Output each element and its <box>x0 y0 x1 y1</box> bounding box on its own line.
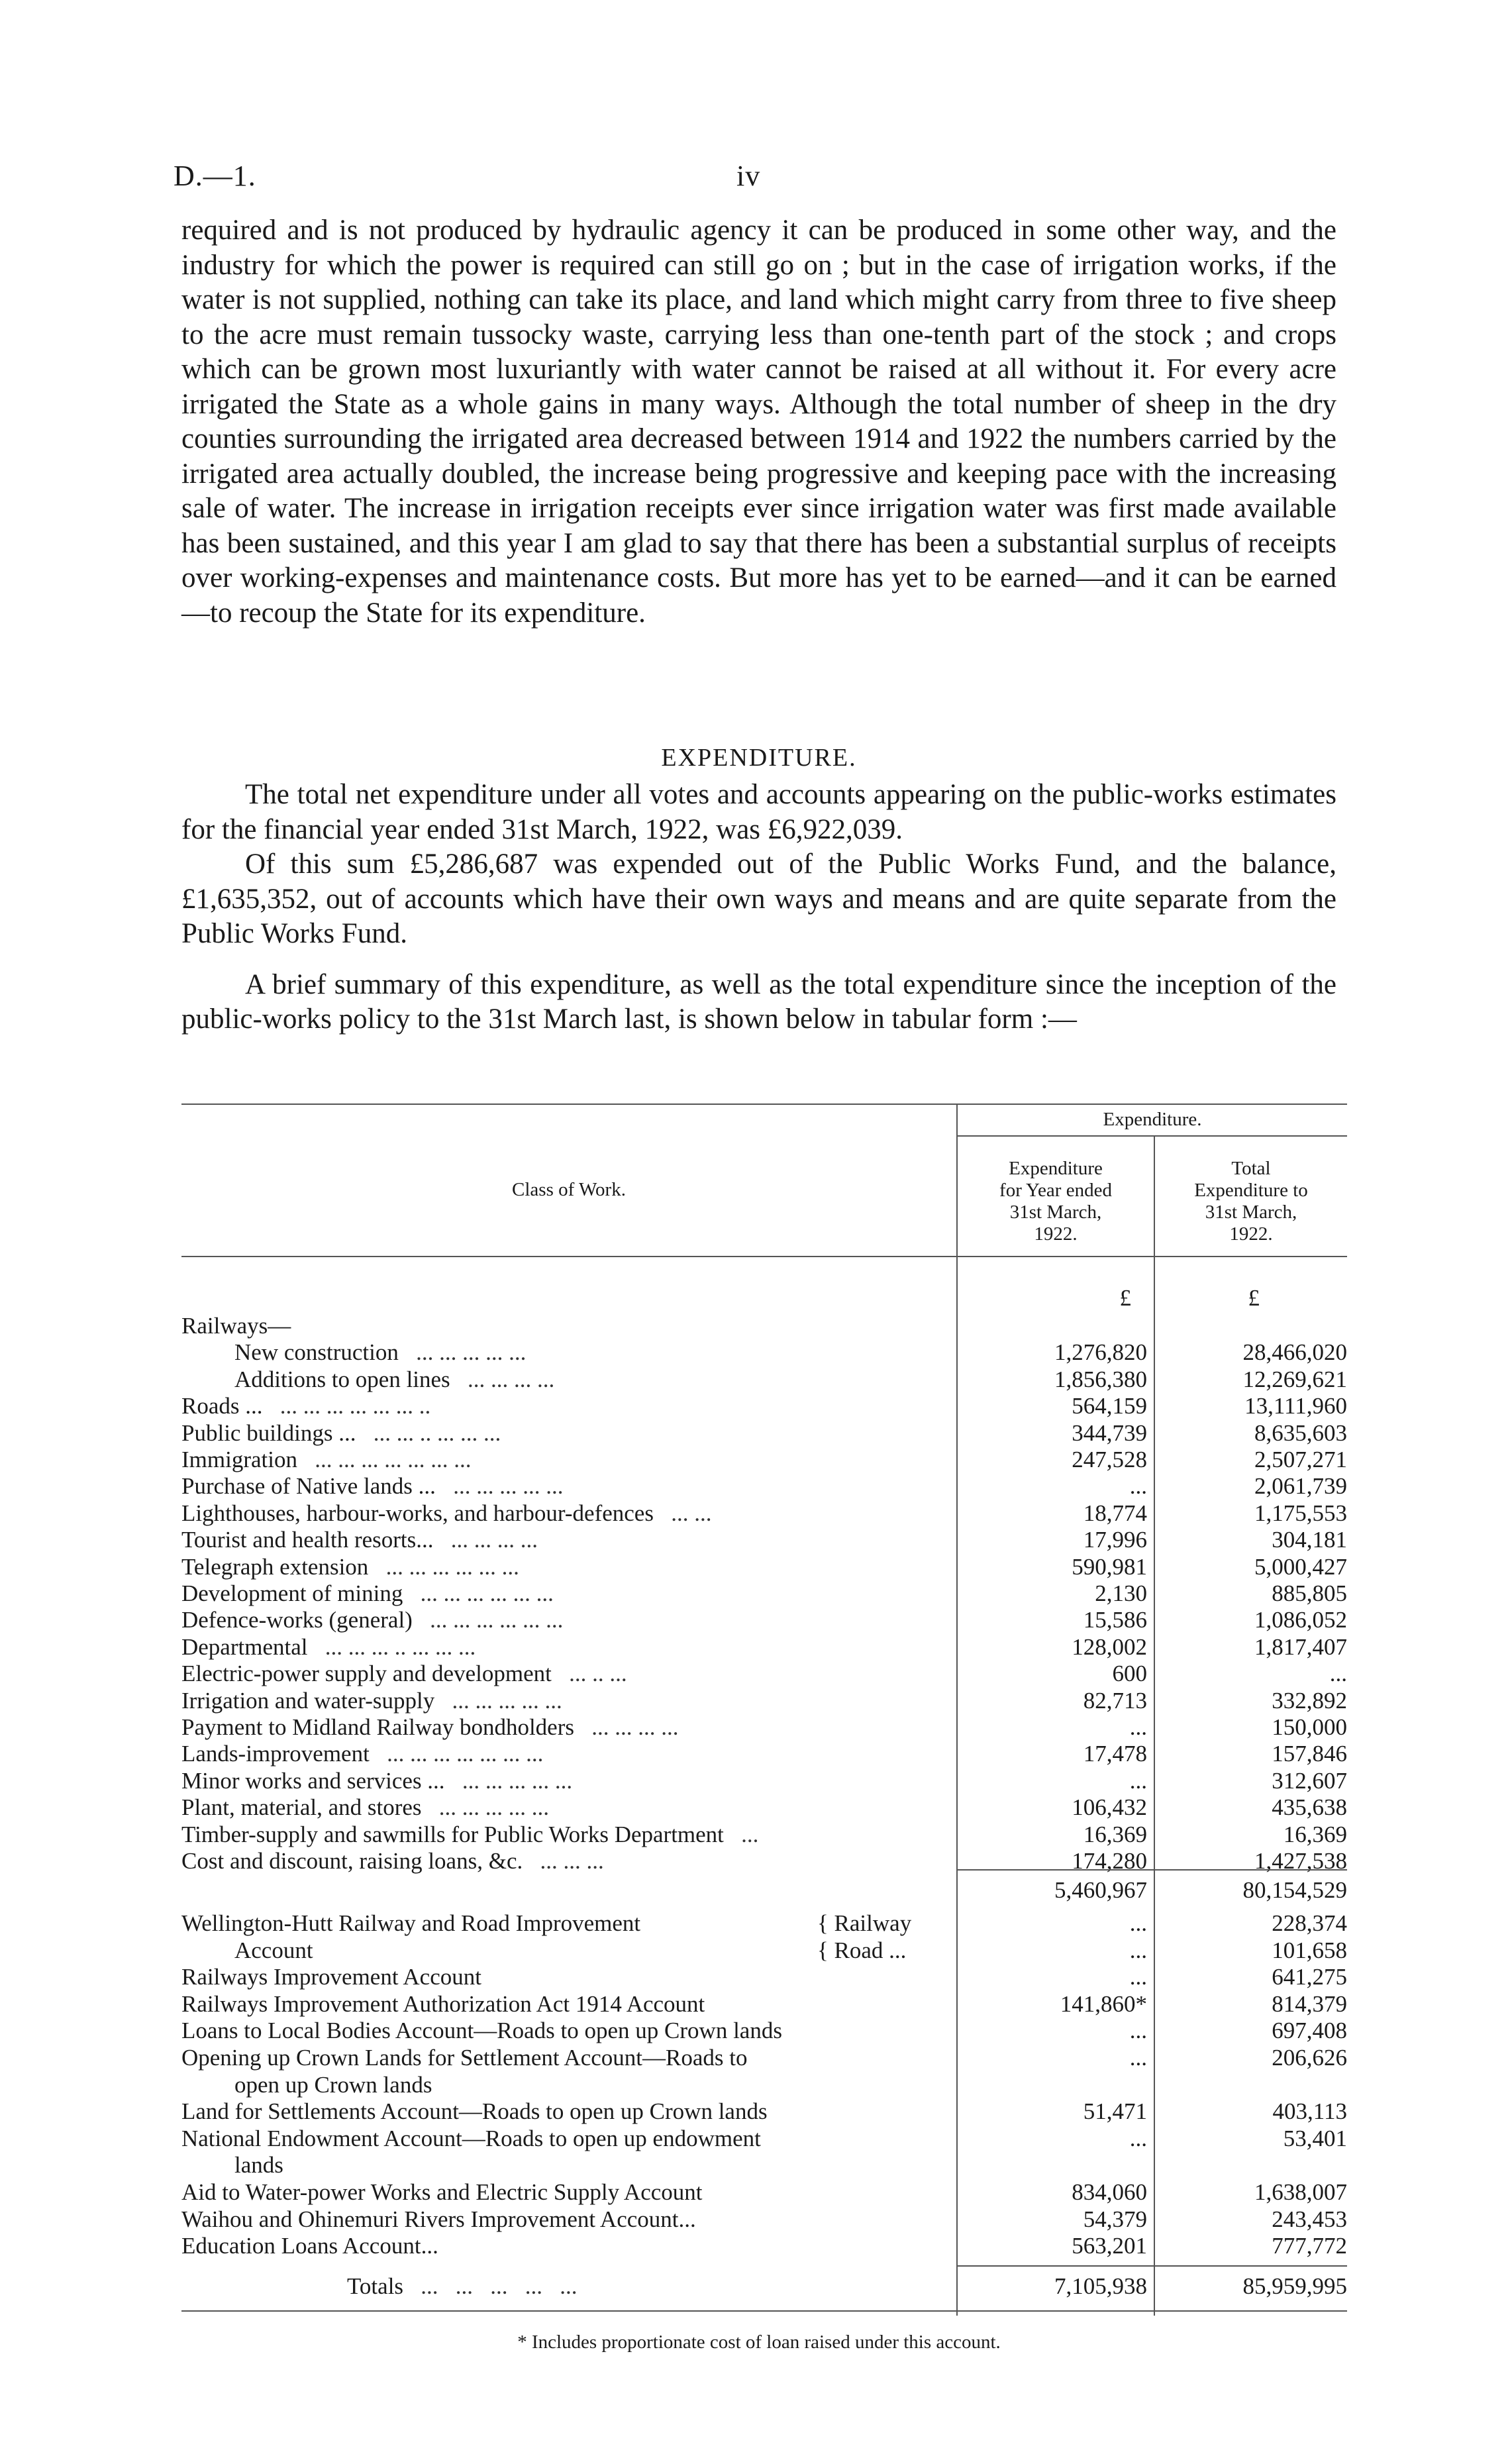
row-label <box>181 1848 936 1874</box>
sub-label: { Road ... <box>817 1937 907 1963</box>
row-label-text: Plant, material, and stores <box>181 1794 422 1821</box>
table-top-rule <box>181 1104 1347 1105</box>
row-label <box>181 1580 936 1607</box>
total-value: 243,453 <box>1272 2206 1347 2232</box>
leader-dots: ... ... ... ... ... <box>435 1473 564 1500</box>
table-row <box>181 1661 1347 1687</box>
totals-row <box>181 2273 1347 2300</box>
total-value: 13,111,960 <box>1244 1393 1347 1419</box>
para-expenditure-split: Of this sum £5,286,687 was expended out of the Public Works Fund, and the balance, £1,635,352, out of accounts which have their own ways and means and are quite separate from the Public Works Fund. <box>181 848 1336 949</box>
row-label-text: Railways Improvement Authorization Act 1914 Account <box>181 1990 705 2017</box>
row-label-text: lands <box>234 2152 283 2179</box>
total-value: 885,805 <box>1272 1580 1347 1606</box>
leader-dots: ... .. ... <box>551 1661 627 1687</box>
row-label-text: Waihou and Ohinemuri Rivers Improvement Account... <box>181 2206 696 2232</box>
leader-dots: ... ... ... ... ... ... <box>368 1553 519 1580</box>
total-value: 16,369 <box>1283 1821 1347 1847</box>
row-label <box>181 1688 936 1714</box>
table-row <box>181 1794 1347 1821</box>
table-row <box>181 2072 1347 2098</box>
leader-dots: ... ... ... .. ... ... ... <box>307 1633 476 1660</box>
row-label <box>181 1714 936 1741</box>
total-value: 1,086,052 <box>1254 1607 1347 1633</box>
col1-header-line: 31st March, <box>1009 1202 1102 1223</box>
row-label <box>181 2233 936 2259</box>
table-row <box>181 1473 1347 1500</box>
leader-dots: ... ... ... ... ... <box>434 1687 562 1714</box>
leader-dots: ... ... <box>653 1500 712 1526</box>
page-reference: D.—1. <box>174 160 256 192</box>
table-bottom-rule <box>181 2310 1347 2312</box>
footnote: * Includes proportionate cost of loan raised under this account. <box>517 2332 1001 2353</box>
row-label <box>181 2206 936 2233</box>
row-label-text: Account <box>234 1937 313 1963</box>
row-label-text: Payment to Midland Railway bondholders <box>181 1714 574 1740</box>
row-label-text: Defence-works (general) <box>181 1607 413 1633</box>
subtotal-rule <box>958 1869 1347 1871</box>
row-label-text: Development of mining <box>181 1580 403 1606</box>
row-label-text: New construction <box>234 1339 399 1366</box>
year-value: 1,856,380 <box>1054 1366 1147 1392</box>
table-row <box>181 1822 1347 1848</box>
year-value: 51,471 <box>1083 2098 1147 2125</box>
year-value: 174,280 <box>1072 1848 1147 1874</box>
expenditure-table <box>181 1094 1347 2373</box>
table-row <box>181 1554 1347 1580</box>
year-value: 600 <box>1112 1661 1147 1687</box>
row-label-text: Electric-power supply and development <box>181 1661 552 1687</box>
total-value: 228,374 <box>1272 1910 1347 1936</box>
expenditure-group-header: Expenditure. <box>1103 1109 1202 1130</box>
total-value: 12,269,621 <box>1242 1366 1347 1392</box>
col2-header-line: 31st March, <box>1205 1202 1297 1223</box>
row-label-text: Public buildings ... <box>181 1419 356 1446</box>
total-value: 206,626 <box>1272 2045 1347 2071</box>
year-value: ... <box>1129 1964 1147 1990</box>
total-value: ... <box>1329 1661 1347 1687</box>
row-label-text: Land for Settlements Account—Roads to open up Crown lands <box>181 2098 768 2125</box>
year-value: 834,060 <box>1072 2179 1147 2205</box>
totals-year: 7,105,938 <box>1054 2273 1147 2299</box>
year-value: 1,276,820 <box>1054 1339 1147 1366</box>
total-value: 157,846 <box>1272 1741 1347 1767</box>
intro-paragraph <box>181 213 1336 631</box>
row-label <box>234 2072 936 2098</box>
leader-dots: ... ... ... <box>523 1848 604 1874</box>
col1-header-line: for Year ended <box>999 1180 1112 1201</box>
row-label <box>181 1554 936 1580</box>
row-label <box>181 2126 936 2152</box>
year-value: ... <box>1129 2125 1147 2151</box>
row-label <box>181 1991 936 2018</box>
year-value: 141,860* <box>1060 1990 1147 2017</box>
table-row <box>181 2018 1347 2044</box>
row-label-text: National Endowment Account—Roads to open up endowment <box>181 2125 761 2151</box>
table-row <box>181 2126 1347 2152</box>
year-value: 563,201 <box>1072 2233 1147 2259</box>
col2-header-line: Expenditure to <box>1194 1180 1308 1201</box>
total-value: 1,638,007 <box>1254 2179 1347 2205</box>
year-value: 17,478 <box>1083 1741 1147 1767</box>
row-label-text: Additions to open lines <box>234 1366 450 1392</box>
para-total-expenditure: The total net expenditure under all votes and accounts appearing on the public-works estimates for the financial year ended 31st March, 1922, was £6,922,039. <box>181 779 1336 845</box>
year-value: ... <box>1129 2018 1147 2044</box>
section-heading: EXPENDITURE. <box>661 744 857 772</box>
year-value: 564,159 <box>1072 1393 1147 1419</box>
row-label <box>181 1393 936 1419</box>
totals-label-text: Totals <box>347 2273 404 2299</box>
total-value: 28,466,020 <box>1242 1339 1347 1366</box>
row-label <box>181 1313 936 1339</box>
total-value: 312,607 <box>1272 1767 1347 1794</box>
leader-dots: ... ... ... ... ... ... ... <box>297 1447 472 1472</box>
row-label-text: Opening up Crown Lands for Settlement Account—Roads to <box>181 2045 748 2071</box>
row-label <box>181 2179 936 2206</box>
col1-header-line: Expenditure <box>1009 1158 1103 1179</box>
leader-dots: ... ... ... ... ... <box>421 1794 550 1821</box>
year-value: 82,713 <box>1083 1687 1147 1714</box>
row-label-text: Telegraph extension <box>181 1553 369 1580</box>
year-value: 16,369 <box>1083 1821 1147 1847</box>
row-label-text: Purchase of Native lands ... <box>181 1473 436 1500</box>
year-value: ... <box>1129 1473 1147 1500</box>
row-label-text: Cost and discount, raising loans, &c. <box>181 1848 523 1874</box>
total-value: 2,507,271 <box>1254 1447 1347 1472</box>
year-value: 54,379 <box>1083 2206 1147 2232</box>
para-summary-intro: A brief summary of this expenditure, as well as the total expenditure since the inception of the public-works policy to the 31st March last, is shown below in tabular form :— <box>181 968 1336 1035</box>
expenditure-paragraphs <box>181 778 1336 1037</box>
row-label-text: Irrigation and water-supply <box>181 1687 435 1714</box>
leader-dots: ... ... ... ... ... <box>444 1767 573 1794</box>
year-value: ... <box>1129 2045 1147 2071</box>
table-row <box>181 2179 1347 2206</box>
row-label <box>181 2018 936 2044</box>
row-label <box>181 1420 936 1447</box>
total-value: 53,401 <box>1283 2125 1347 2151</box>
table-row <box>181 2152 1347 2179</box>
row-label-text: Aid to Water-power Works and Electric Supply Account <box>181 2179 703 2205</box>
total-value: 5,000,427 <box>1254 1553 1347 1580</box>
subtotal-total: 80,154,529 <box>1242 1877 1347 1903</box>
row-label <box>234 1339 936 1366</box>
row-label <box>181 1768 936 1794</box>
table-row <box>181 1500 1347 1527</box>
table-row <box>181 1420 1347 1447</box>
total-expenditure-header <box>1155 1158 1347 1245</box>
table-row <box>181 1580 1347 1607</box>
table-row <box>181 1910 1347 1937</box>
row-label-text: Loans to Local Bodies Account—Roads to open up Crown lands <box>181 2018 782 2044</box>
total-value: 777,772 <box>1272 2233 1347 2259</box>
row-label-text: Education Loans Account... <box>181 2233 438 2259</box>
row-label <box>181 1473 936 1500</box>
total-value: 304,181 <box>1272 1527 1347 1553</box>
year-expenditure-header <box>958 1158 1154 1245</box>
table-row <box>181 1634 1347 1661</box>
row-label-text: Railways— <box>181 1313 291 1339</box>
col1-header-line: 1922. <box>1034 1223 1078 1245</box>
leader-dots: ... ... ... ... ... <box>398 1339 527 1366</box>
leader-dots: ... ... ... ... ... ... .. <box>262 1393 431 1419</box>
total-value: 641,275 <box>1272 1964 1347 1990</box>
table-row <box>181 1964 1347 1990</box>
row-label <box>234 2152 936 2179</box>
total-value: 332,892 <box>1272 1687 1347 1714</box>
row-label <box>181 1741 936 1767</box>
col2-header-line: 1922. <box>1229 1223 1273 1245</box>
row-label <box>181 1634 936 1661</box>
totals-label: Totals ... ... ... ... ... <box>347 2273 578 2299</box>
row-label-text: Railways Improvement Account <box>181 1964 481 1990</box>
page-number: iv <box>736 160 761 192</box>
row-label-text: Tourist and health resorts... <box>181 1527 434 1553</box>
table-row <box>181 1527 1347 1553</box>
year-value: 247,528 <box>1072 1447 1147 1472</box>
row-label-text: Lands-improvement <box>181 1741 370 1767</box>
total-value: 435,638 <box>1272 1794 1347 1821</box>
total-value: 101,658 <box>1272 1937 1347 1963</box>
intro-text: required and is not produced by hydraulic agency it can be produced in some other way, and the industry for which the power is required can still go on ; but in the case of irrigation works, if the water is not supplied, nothing can take its place, and land which might carry from three to five sheep to the acre must remain tussocky waste, carrying less than one-tenth part of the stock ; and crops which can be grown most luxuriantly with water cannot be raised at all without it. For every acre irrigated the State as a whole gains in many ways. Although the total number of sheep in the dry counties surrounding the irrigated area decreased between 1914 and 1922 the numbers carried by the irrigated area actually doubled, the increase being progressive and keeping pace with the increasing sale of water. The increase in irrigation receipts ever since irrigation water was first made available has been sustained, and this year I am glad to say that there has been a substantial surplus of receipts over working-expenses and maintenance costs. But more has yet to be earned—and it can be earned—to recoup the State for its expenditure. <box>181 215 1336 629</box>
total-value: 1,817,407 <box>1254 1633 1347 1660</box>
total-value: 150,000 <box>1272 1714 1347 1740</box>
currency-row <box>181 1285 1347 1311</box>
table-row <box>181 2233 1347 2259</box>
total-value: 2,061,739 <box>1254 1473 1347 1500</box>
leader-dots: ... <box>723 1821 759 1847</box>
table-row <box>181 2045 1347 2071</box>
row-label-text: Immigration <box>181 1447 297 1472</box>
row-label-text: open up Crown lands <box>234 2071 432 2098</box>
header-bottom-rule <box>181 1256 1347 1257</box>
subtotal-row <box>181 1877 1347 1904</box>
table-row <box>181 1768 1347 1794</box>
subtotal-year: 5,460,967 <box>1054 1877 1147 1903</box>
total-value: 1,175,553 <box>1254 1500 1347 1526</box>
year-value: 18,774 <box>1083 1500 1147 1526</box>
leader-dots: ... ... ... ... ... ... ... <box>369 1741 544 1767</box>
sub-label: { Railway <box>817 1910 912 1936</box>
year-value: 2,130 <box>1095 1580 1147 1606</box>
year-value: 17,996 <box>1083 1527 1147 1553</box>
table-row <box>181 1339 1347 1366</box>
table-row <box>181 1607 1347 1633</box>
table-row <box>181 1937 1347 1964</box>
table-row <box>181 1991 1347 2018</box>
table-row <box>181 1714 1347 1741</box>
row-label <box>181 1964 936 1990</box>
row-label-text: Timber-supply and sawmills for Public Works Department <box>181 1821 724 1847</box>
class-of-work-header: Class of Work. <box>512 1179 626 1200</box>
totals-total: 85,959,995 <box>1242 2273 1347 2299</box>
row-label-text: Wellington-Hutt Railway and Road Improvement <box>181 1910 641 1936</box>
leader-dots: ... ... ... ... <box>433 1527 538 1553</box>
row-label-text: Lighthouses, harbour-works, and harbour-defences <box>181 1500 654 1526</box>
year-value: 344,739 <box>1072 1419 1147 1446</box>
year-value: ... <box>1129 1714 1147 1740</box>
year-value: 128,002 <box>1072 1633 1147 1660</box>
totals-top-rule <box>958 2265 1347 2267</box>
leader-dots: ... ... ... ... ... ... <box>403 1580 554 1606</box>
year-value: ... <box>1129 1937 1147 1963</box>
leader-dots: ... ... ... ... <box>450 1366 555 1392</box>
total-value: 403,113 <box>1272 2098 1347 2125</box>
row-label-text: Roads ... <box>181 1393 263 1419</box>
row-label-text: Departmental <box>181 1633 308 1660</box>
row-label-text: Minor works and services ... <box>181 1767 445 1794</box>
total-value: 697,408 <box>1272 2018 1347 2044</box>
table-row <box>181 2206 1347 2233</box>
year-value: 15,586 <box>1083 1607 1147 1633</box>
currency-symbol-col2: £ <box>1248 1285 1260 1311</box>
row-label <box>181 2045 936 2071</box>
table-row <box>181 1313 1347 1339</box>
row-label <box>234 1366 936 1393</box>
leader-dots: ... ... ... ... ... ... <box>412 1607 564 1633</box>
table-row <box>181 1447 1347 1473</box>
leader-dots: ... ... .. ... ... ... <box>356 1419 501 1446</box>
row-label <box>181 1500 936 1527</box>
group-header-rule <box>958 1135 1347 1137</box>
row-label <box>181 2098 936 2125</box>
leader-dots: ... ... ... ... <box>574 1714 679 1740</box>
row-label <box>181 1794 936 1821</box>
year-value: ... <box>1129 1767 1147 1794</box>
table-row <box>181 1688 1347 1714</box>
table-row <box>181 1741 1347 1767</box>
year-value: 106,432 <box>1072 1794 1147 1821</box>
row-label <box>181 1447 936 1473</box>
currency-symbol-col1: £ <box>1119 1285 1131 1311</box>
row-label <box>181 1607 936 1633</box>
table-row <box>181 1393 1347 1419</box>
row-label <box>181 1527 936 1553</box>
row-label <box>181 1661 936 1687</box>
year-value: 590,981 <box>1072 1553 1147 1580</box>
table-row <box>181 1848 1347 1874</box>
row-label <box>181 1822 936 1848</box>
total-value: 1,427,538 <box>1254 1848 1347 1874</box>
table-row <box>181 2098 1347 2125</box>
table-row <box>181 1366 1347 1393</box>
col2-header-line: Total <box>1231 1158 1271 1179</box>
total-value: 8,635,603 <box>1254 1419 1347 1446</box>
total-value: 814,379 <box>1272 1990 1347 2017</box>
year-value: ... <box>1129 1910 1147 1936</box>
